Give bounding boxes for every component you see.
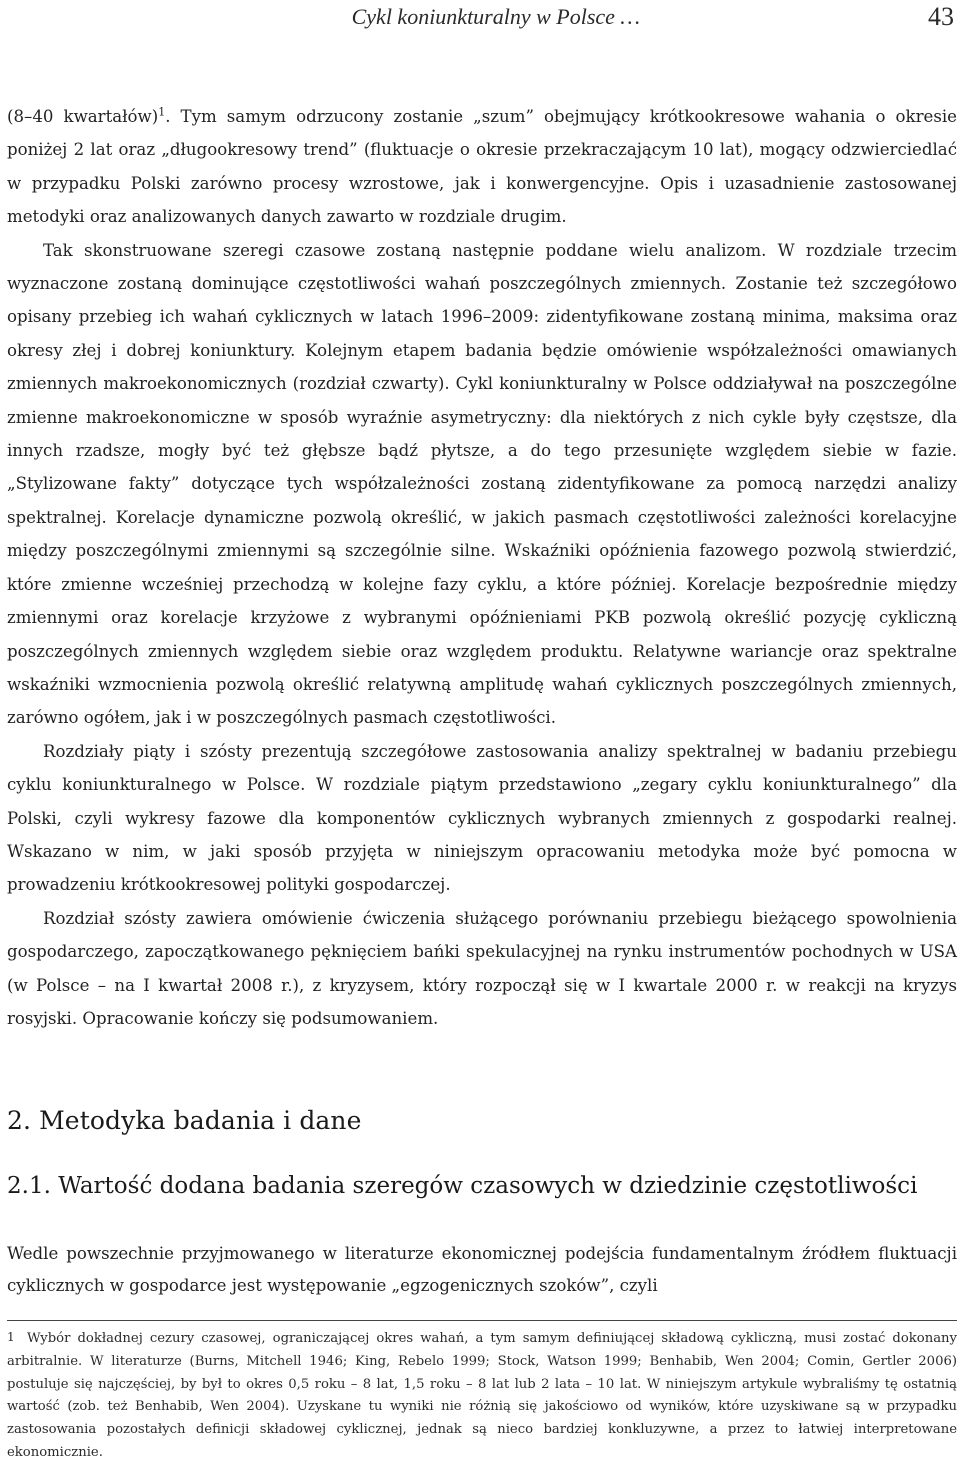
running-header [0,0,960,40]
paragraph-1-rest: . Tym samym odrzucony zostanie „szum” obejmujący krótkookresowe wahania o okresie poniżej 2 lat oraz „długookresowy trend” (fluktuacje o okresie przekraczającym 10 lat), mogący odzwierciedlać w przypadku Polski zarówno procesy wzrostowe, jak i konwergencyjne. Opis i uzasadnienie zastosowanej metodyki oraz analizowanych danych zawarto w rozdziale drugim. [7,107,957,227]
paragraph-3: Rozdziały piąty i szósty prezentują szczegółowe zastosowania analizy spektralnej w badaniu przebiegu cyklu koniunkturalnego w Polsce. W rozdziale piątym przedstawiono „zegary cyklu koniunkturalnego” dla Polski, czyli wykresy fazowe dla komponentów cyklicznych wybranych zmiennych z gospodarki realnej. Wskazano w nim, w jaki sposób przyjęta w niniejszym opracowaniu metodyka może być pomocna w prowadzeniu krótkookresowej polityki gospodarczej. [7,741,957,895]
section-paragraph: Wedle powszechnie przyjmowanego w literaturze ekonomicznej podejścia fundamentalnym źródłem fluktuacji cyklicznych w gospodarce jest występowanie „egzogenicznych szoków”, czyli [7,1244,957,1295]
paragraph-2: Tak skonstruowane szeregi czasowe zostaną następnie poddane wielu analizom. W rozdziale trzecim wyznaczone zostaną dominujące częstotliwości wahań poszczególnych zmiennych. Zostanie też szczegółowo opisany przebieg ich wahań cyklicznych w latach 1996–2009: zidentyfikowane zostaną minima, maksima oraz okresy złej i dobrej koniunktury. Kolejnym etapem badania będzie omówienie współzależności omawianych zmiennych makroekonomicznych (rozdział czwarty). Cykl koniunkturalny w Polsce oddziaływał na poszczególne zmienne makroekonomiczne w sposób wyraźnie asymetryczny: dla niektórych z nich cykle były częstsze, dla innych rzadsze, mogły być też głębsze bądź płytsze, a do tego przesunięte względem siebie w fazie. „Stylizowane fakty” dotyczące tych współzależności zostaną zidentyfikowane za pomocą narzędzi analizy spektralnej. Korelacje dynamiczne pozwolą określić, w jakich pasmach częstotliwości zależności korelacyjne między poszczególnymi zmiennymi są szczególnie silne. Wskaźniki opóźnienia fazowego pozwolą stwierdzić, które zmienne wcześniej przechodzą w kolejne fazy cyklu, a które później. Korelacje bezpośrednie między zmiennymi oraz korelacje krzyżowe z wybranymi opóźnieniami PKB pozwolą określić pozycję cykliczną poszczególnych zmiennych względem siebie oraz względem produktu. Relatywne wariancje oraz spektralne wskaźniki wzmocnienia pozwolą określić relatywną amplitudę wahań cyklicznych poszczególnych zmiennych, zarówno ogółem, jak i w poszczególnych pasmach częstotliwości. [7,240,957,728]
section-heading: 2. Metodyka badania i dane [7,1106,362,1135]
footnote-text: Wybór dokładnej cezury czasowej, ograniczającej okres wahań, a tym samym definiującej składową cykliczną, musi zostać dokonany arbitralnie. W literaturze (Burns, Mitchell 1946; King, Rebelo 1999; Stock, Watson 1999; Benhabib, Wen 2004; Comin, Gertler 2006) postuluje się najczęściej, by był to okres 0,5 roku – 8 lat, 1,5 roku – 8 lat lub 2 lata – 10 lat. W niniejszym artykule wybraliśmy tę ostatnią wartość (zob. też Benhabib, Wen 2004). Uzyskane tu wyniki nie różnią się jakościowo od wyników, które uzyskiwane są w przypadku zastosowania pozostałych definicji składowej cyklicznej, jednak są nieco bardziej konkluzywne, a przez to łatwiej interpretowane ekonomicznie. [7,1331,957,1460]
footnote-divider [7,1320,957,1321]
section-text-block [7,1238,957,1302]
main-text [7,100,957,1035]
subsection-heading: 2.1. Wartość dodana badania szeregów czasowych w dziedzinie częstotliwości [7,1173,918,1199]
footnote [7,1328,957,1465]
footnote-reference[interactable]: 1 [158,105,166,119]
footnote-number: 1 [7,1330,15,1344]
page-number: 43 [928,2,954,31]
paragraph-4: Rozdział szósty zawiera omówienie ćwiczenia służącego porównaniu przebiegu bieżącego spowolnienia gospodarczego, zapoczątkowanego pęknięciem bańki spekulacyjnej na rynku instrumentów pochodnych w USA (w Polsce – na I kwartał 2008 r.), z kryzysem, który rozpoczął się w I kwartale 2000 r. w reakcji na kryzys rosyjski. Opracowanie kończy się podsumowaniem. [7,908,957,1028]
running-title: Cykl koniunkturalny w Polsce … [351,4,640,29]
paragraph-1-lead: (8–40 kwartałów) [7,107,159,126]
footnote-body [7,1328,957,1465]
paragraph-1 [7,100,957,234]
